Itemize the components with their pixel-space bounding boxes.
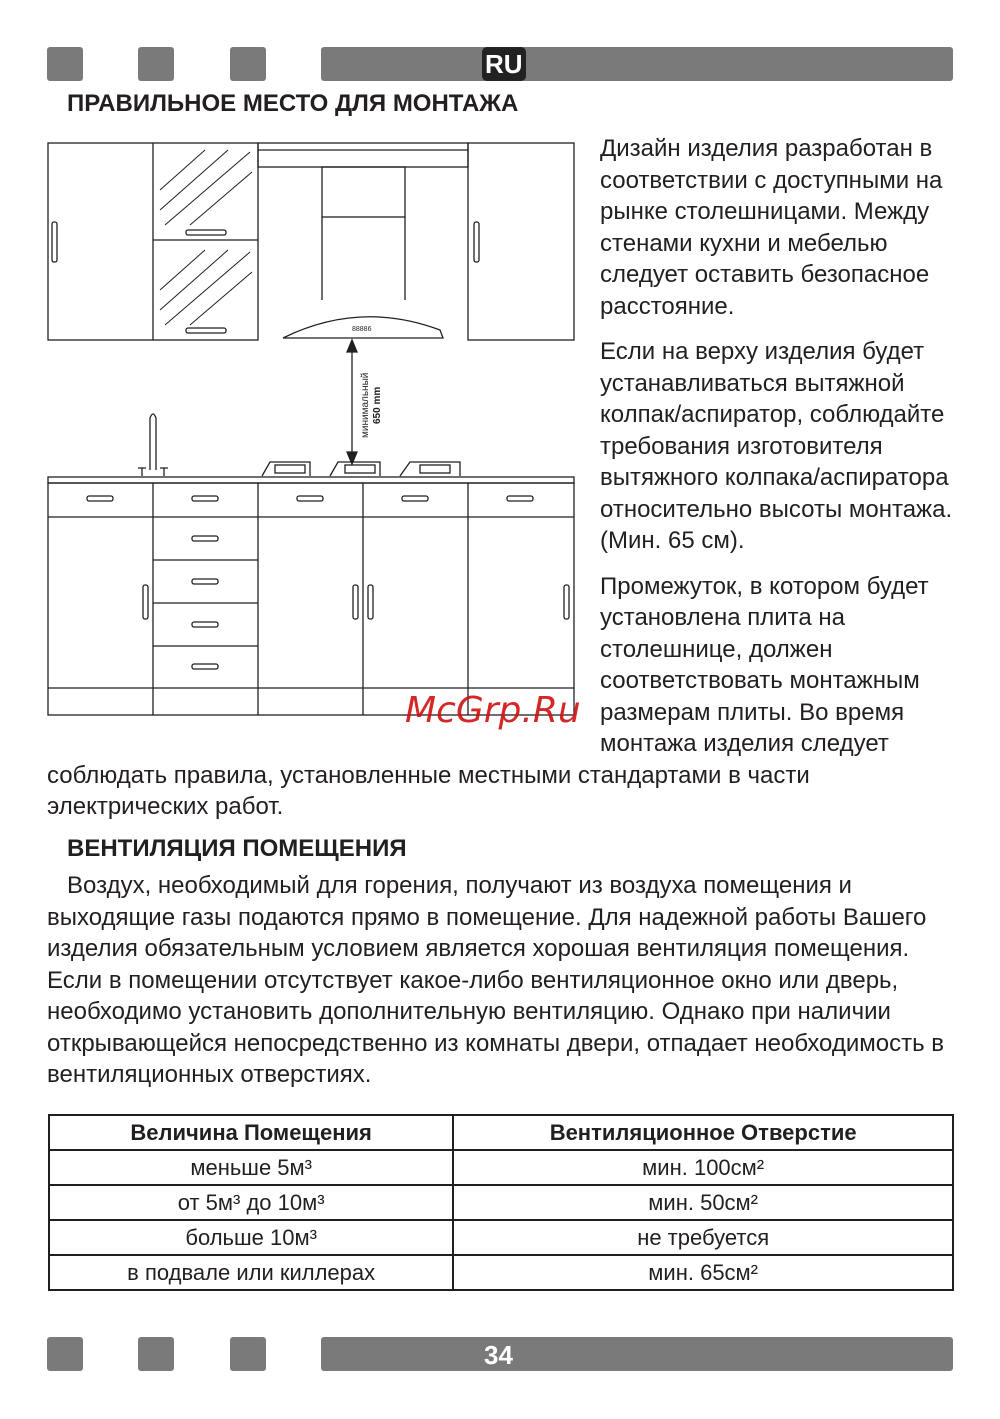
cell: больше 10м³ <box>49 1220 453 1255</box>
table-row <box>49 1150 953 1185</box>
table-row <box>49 1255 953 1290</box>
clearance-label: минимальный <box>360 372 371 438</box>
column-header: Величина Помещения <box>49 1115 453 1150</box>
column-header: Вентиляционное Отверстие <box>453 1115 953 1150</box>
cell: меньше 5м³ <box>49 1150 453 1185</box>
hood-display: 88886 <box>352 326 372 333</box>
language-badge: RU <box>482 47 526 81</box>
watermark: McGrp.Ru <box>405 690 581 731</box>
paragraph-gap: Промежуток, в котором будет установлена плита на столешнице, должен соответствовать монтажным размерам плиты. Во время монтажа изделия следует соблюдать правила, установленные местными стандартами в части электрических работ. <box>47 572 929 820</box>
table-row <box>49 1185 953 1220</box>
table-header-row <box>49 1115 953 1150</box>
cell: мин. 65см² <box>453 1255 953 1290</box>
header-block <box>47 47 83 81</box>
cell: мин. 100см² <box>453 1150 953 1185</box>
kitchen-installation-diagram <box>47 133 600 733</box>
section-title-installation: ПРАВИЛЬНОЕ МЕСТО ДЛЯ МОНТАЖА <box>67 90 519 117</box>
paragraph-hood: Если на верху изделия будет устанавливаться вытяжной колпак/аспиратор, соблюдайте требования изготовителя вытяжного колпака/аспиратора относительно высоты монтажа. (Мин. 65 см). <box>600 338 953 554</box>
section-title-ventilation: ВЕНТИЛЯЦИЯ ПОМЕЩЕНИЯ <box>67 835 407 862</box>
page-number: 34 <box>484 1340 513 1370</box>
header-block <box>230 47 266 81</box>
footer-block <box>230 1337 266 1371</box>
paragraph-ventilation: Воздух, необходимый для горения, получают из воздуха помещения и выходящие газы подаются прямо в помещение. Для надежной работы Вашего изделия обязательным условием является хорошая вентиляция помещения. Если в помещении отсутствует какое-либо вентиляционное окно или дверь, необходимо установить дополнительную вентиляцию. Однако при наличии открывающейся непосредственно из комнаты двери, отпадает необходимость в вентиляционных отверстиях. <box>47 872 945 1088</box>
ventilation-table <box>48 1114 954 1291</box>
footer-block <box>138 1337 174 1371</box>
cell: от 5м³ до 10м³ <box>49 1185 453 1220</box>
footer-block <box>47 1337 83 1371</box>
clearance-value: 650 mm <box>372 386 383 424</box>
header-bar <box>321 47 953 81</box>
cell: не требуется <box>453 1220 953 1255</box>
table-row <box>49 1220 953 1255</box>
header-block <box>138 47 174 81</box>
footer-bar <box>321 1337 953 1371</box>
cell: в подвале или киллерах <box>49 1255 453 1290</box>
cell: мин. 50см² <box>453 1185 953 1220</box>
paragraph-design: Дизайн изделия разработан в соответствии с доступными на рынке столешницами. Между стенами кухни и мебелью следует оставить безопасное расстояние. <box>600 135 943 320</box>
